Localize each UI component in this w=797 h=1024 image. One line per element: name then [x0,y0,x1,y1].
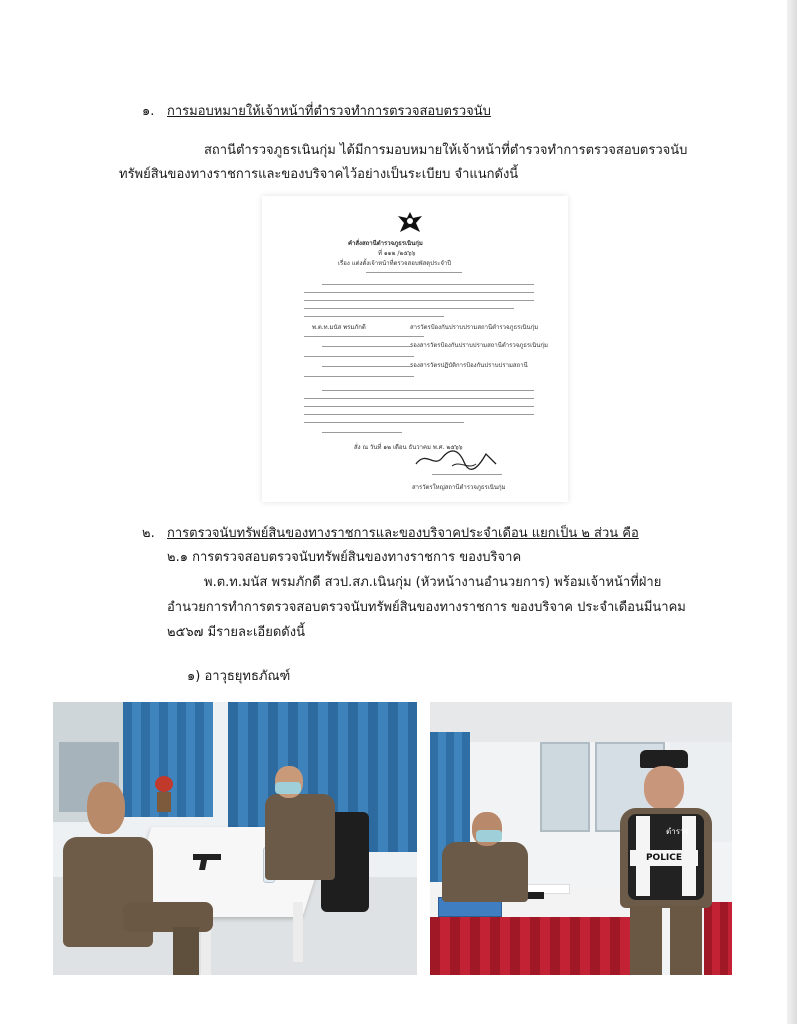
section2-subheading: ๒.๑ การตรวจสอบตรวจนับทรัพย์สินของทางราชการ ของบริจาค [167,550,522,565]
section2-item-label: ๑) อาวุธยุทธภัณฑ์ [187,669,291,684]
red-table-skirt [430,917,630,975]
window [540,742,590,832]
order-item1-role: สารวัตรป้องกันปราบปรามสถานีตำรวจภูธรเนินกุ่ม [410,324,539,331]
face-mask [476,830,502,842]
vest-label-front: POLICE [630,850,698,866]
section1-paragraph-line1: สถานีตำรวจภูธรเนินกุ่ม ได้มีการมอบหมายให้เจ้าหน้าที่ตำรวจทำการตรวจสอบตรวจนับ [204,143,688,158]
page-edge-shadow [787,0,797,1024]
section2-number: ๒. [142,526,155,541]
flower-vase [155,776,173,792]
section1-number: ๑. [142,104,155,119]
section2-paragraph-line1: พ.ต.ท.มนัส พรมภักดี สวป.สภ.เนินกุ่ม (หัวหน้างานอำนวยการ) พร้อมเจ้าหน้าที่ฝ่าย [204,575,662,590]
order-subject: เรื่อง แต่งตั้งเจ้าหน้าที่ตรวจสอบพัสดุประจำปี [338,260,452,267]
pistol-icon [191,850,227,872]
order-number: ที่ ๑๑๒ /๒๕๖๖ [378,250,416,257]
order-divider [366,272,462,273]
order-item1-name: พ.ต.ท.มนัส พรมภักดี [312,324,366,331]
section1-paragraph-line2: ทรัพย์สินของทางราชการและของบริจาคไว้อย่างเป็นระเบียบ จำแนกดังนี้ [119,167,519,182]
photo-police-vest-inspection [430,702,732,975]
officer-seated [442,842,528,902]
order-issuer: คำสั่งสถานีตำรวจภูธรเนินกุ่ม [348,240,423,247]
face-mask [275,782,301,794]
garuda-emblem-icon [396,210,424,236]
photo-weapons-inspection-table [53,702,417,975]
handwritten-signature [412,446,502,472]
section1-heading: การมอบหมายให้เจ้าหน้าที่ตำรวจทำการตรวจสอบตรวจนับ [167,104,491,119]
scanned-order-document [262,196,568,502]
officer-seated-right [265,794,335,880]
order-ordered-line: สั่ง ณ วันที่ ๑๒ เดือน ธันวาคม พ.ศ. ๒๕๖๖ [354,444,463,451]
section2-heading: การตรวจนับทรัพย์สินของทางราชการและของบริจาคประจำเดือน แยกเป็น ๒ ส่วน คือ [167,526,639,541]
section2-paragraph-line2: อำนวยการทำการตรวจสอบตรวจนับทรัพย์สินของทางราชการ ของบริจาค ประจำเดือนมีนาคม [167,600,686,615]
order-signer-role: สารวัตรใหญ่สถานีตำรวจภูธรเนินกุ่ม [412,484,506,491]
order-item3-role: รองสารวัตรปฏิบัติการป้องกันปราบปรามสถานี [410,362,528,369]
order-item2-role: รองสารวัตรป้องกันปราบปรามสถานีตำรวจภูธรเนินกุ่ม [410,342,548,349]
vest-label-back: ตำรวจ [666,827,690,836]
section2-paragraph-line3: ๒๕๖๗ มีรายละเอียดดังนี้ [167,625,305,640]
